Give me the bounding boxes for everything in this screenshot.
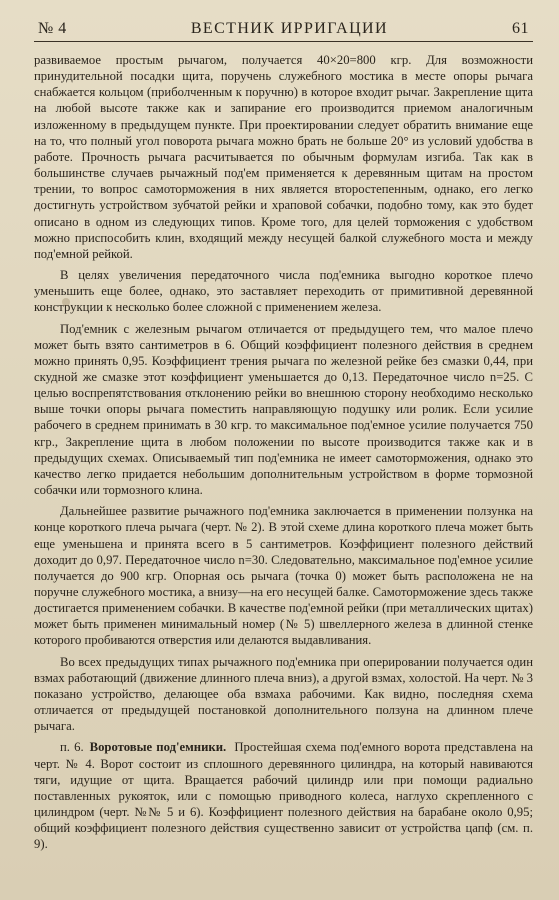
- paragraph-5: Во всех предыдущих типах рычажного под'емника при оперировании получается один взмах работающий (движение длинного плеча вниз), а другой взмах, холостой. На черт. № 3 показано устройство, делающее оба взмаха рабочими. Как видно, последняя схема отличается от предыдущей постановкой дополнительного ползуна на длинном плече рычага.: [34, 654, 533, 734]
- paragraph-3: Под'емник с железным рычагом отличается от предыдущего тем, что малое плечо может быть взято сантиметров в 6. Общий коэффициент полезного действия в среднем можно принять 0,95. Коэффициент трения рычага по железной рейке без смазки 0,44, при скудной же смазке этот коэффициент уменьшается до 0,13. Передаточное число n=25. С целью воспрепятствования отклонению рейки во внешнюю сторону необходимо несколько выше точки опоры рычага поместить направляющую подушку или ролик. Если усилие рабочего в среднем принимать в 30 кгр. то максимальное под'емное усилие получается 750 кгр., Закрепление щита в любом положении по высоте производится также как и в предыдущих схемах. Описываемый тип под'емника не имеет самоторможения, однако это качество легко придается небольшим дополнительным устройством в форме тормозной собачки или тормозного клина.: [34, 321, 533, 498]
- paragraph-2: В целях увеличения передаточного числа под'емника выгодно короткое плечо уменьшить еще более, однако, это заставляет переходить от примитивной деревянной конструкции к несколько более сложной с применением железа.: [34, 268, 533, 315]
- issue-number: № 4: [38, 20, 67, 37]
- article-body: [34, 52, 533, 853]
- page-header: [34, 20, 533, 42]
- paragraph-1: развиваемое простым рычагом, получается 40×20=800 кгр. Для возможности принудительной посадки щита, поручень служебного мостика в месте опоры рычага снабжается кольцом (приболченным к поручню) в которое входит рычаг. Закрепление щита на любой высоте также как и запирание его производится приемом аналогичным изложенному в предыдущем пункте. При проектировании следует обратить внимание еще на то, что полный угол поворота рычага можно брать не больше 20° из условий удобства в работе. Прочность рычага расчитывается по обычным формулам изгиба. Так как в большинстве случаев рычажный под'ем применяется к деревянным щитам на простом трении, то вопрос самоторможения в них является второстепенным, однако, его легко достигнуть устройством зубчатой рейки и храповой собачки, подобно тому, как это будет описано в одном из следующих типов. Кроме того, для целей торможения с удобством можно приспособить клин, входящий между несущей балкой служебного моста и между под'емной рейкой.: [34, 53, 533, 261]
- paper-stain: [62, 298, 70, 306]
- section-text: Простейшая схема под'емного ворота представлена на черт. № 4. Ворот состоит из сплошного деревянного цилиндра, на который навиваются тяги, идущие от щита. Вращается рабочий цилиндр или при помощи радиально поставленных рукояток, или с помощью приводного колеса, наглухо скрепленного с цилиндром (черт. №№ 5 и 6). Коэффициент полезного действия на барабане около 0,95; общий коэффициент полезного действия существенно зависит от устройства цапф (см. п. 9).: [34, 740, 533, 852]
- paragraph-4: Дальнейшее развитие рычажного под'емника заключается в применении ползунка на конце короткого плеча рычага (черт. № 2). В этой схеме длина короткого плеча может быть еще уменьшена и принята всего в 5 сантиметров. Коэффициент полезного действий доходит до 0,97. Передаточное число n=30. Следовательно, максимальное под'емное усилие получается до 900 кгр. Опорная ось рычага (точка 0) может быть расположена не на поручне служебного мостика, а внизу—на его несущей балке. Самоторможение здесь также достигается применением собачки. В качестве под'емной рейки (при металлических щитах) может быть применен минимальный номер (№ 5) швеллерного железа в длинной стенке которого пробиваются отверстия или делаются выдавливания.: [34, 504, 533, 648]
- section-number: п. 6.: [60, 740, 84, 755]
- section-paragraph: [34, 739, 533, 852]
- page-number: 61: [512, 20, 529, 37]
- journal-title: ВЕСТНИК ИРРИГАЦИИ: [190, 20, 388, 37]
- section-title: Воротовые под'емники.: [89, 740, 227, 755]
